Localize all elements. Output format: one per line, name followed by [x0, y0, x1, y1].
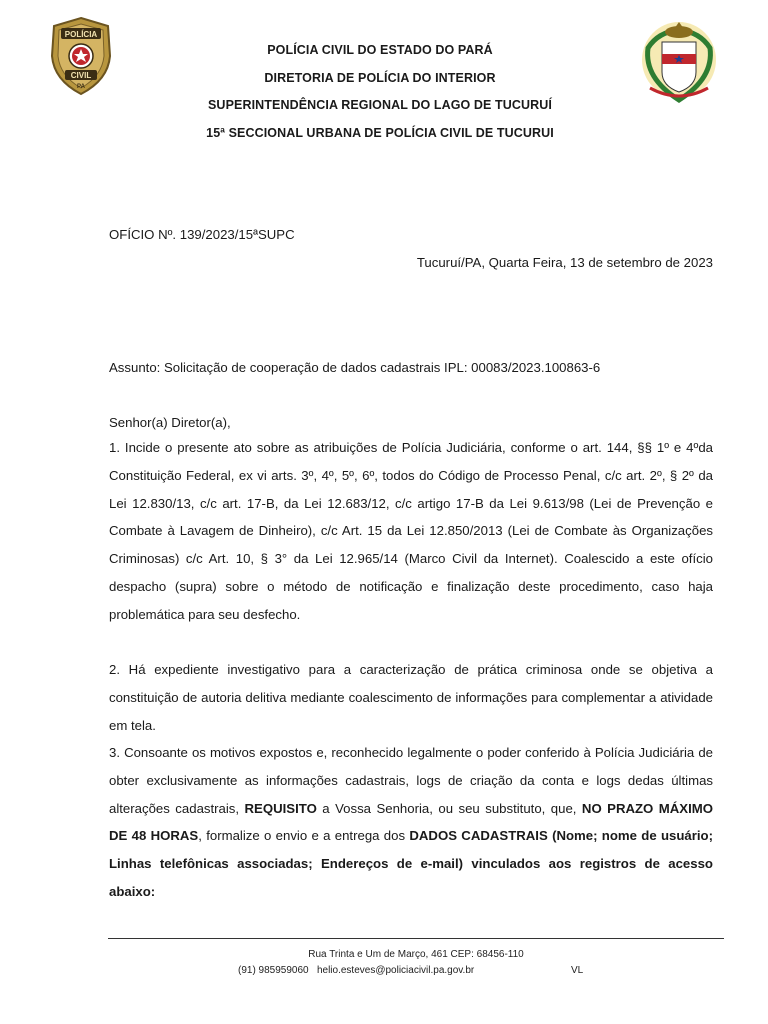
place-date: Tucuruí/PA, Quarta Feira, 13 de setembro de 2023: [416, 255, 713, 270]
state-coat-of-arms-icon: [640, 18, 718, 104]
paragraph-2: 2. Há expediente investigativo para a caracterização de prática criminosa onde se objetiva a constituição de autoria delitiva mediante coalescimento de informações para complementar a atividade em tela.: [109, 662, 713, 733]
footer-address: Rua Trinta e Um de Março, 461 CEP: 68456-110: [308, 949, 524, 960]
oficio-number: OFÍCIO Nº. 139/2023/15ªSUPC: [109, 227, 295, 242]
police-badge-icon: [48, 16, 114, 96]
badge-top-text: POLÍCIA: [64, 30, 98, 39]
p3-text-a: 3. Consoante os motivos expostos e, reconhecido legalmente o poder conferido à Polícia Judiciária de obter exclusivamente as informações cadastrais, logs de criação da conta e logs dedas últimas alterações cadastrais,: [109, 745, 713, 816]
salutation: Senhor(a) Diretor(a),: [109, 415, 231, 430]
p3-text-e: , formalize o envio e a entrega dos: [198, 828, 410, 844]
subject-line: Assunto: Solicitação de cooperação de dados cadastrais IPL: 00083/2023.100863-6: [109, 360, 601, 375]
footer-initials: VL: [571, 965, 584, 976]
footer-contact: (91) 985959060 helio.esteves@policiacivil.pa.gov.br: [238, 965, 475, 976]
header-line-2: DIRETORIA DE POLÍCIA DO INTERIOR: [264, 71, 496, 85]
p3-requisito: REQUISITO: [244, 800, 317, 816]
paragraph-1: 1. Incide o presente ato sobre as atribuições de Polícia Judiciária, conforme o art. 144, §§ 1º e 4ºda Constituição Federal, ex vi arts. 3º, 4º, 5º, 6º, todos do Código de Processo Penal, c/c art. 2º, § 2º da Lei 12.830/13, c/c art. 17-B, da Lei 12.683/12, c/c artigo 17-B da Lei 9.613/98 (Lei de Prevenção e Combate à Lavagem de Dinheiro), c/c Art. 15 da Lei 12.850/2013 (Lei de Combate às Organizações Criminosas) c/c Art. 10, § 3° da Lei 12.965/14 (Marco Civil da Internet). Coalescido a este ofício despacho (supra) sobre o método de notificação e finalização deste procedimento, caso haja problemática para seu desfecho.: [109, 440, 713, 622]
p3-deadline: NO PRAZO MÁXIMO DE 48 HORAS: [109, 800, 713, 844]
footer-divider: [108, 938, 724, 939]
paragraph-3: [109, 739, 713, 906]
badge-bottom-text: CIVIL: [70, 71, 92, 80]
header-line-3: SUPERINTENDÊNCIA REGIONAL DO LAGO DE TUCURUÍ: [208, 98, 552, 112]
header-line-4: 15ª SECCIONAL URBANA DE POLÍCIA CIVIL DE TUCURUI: [206, 126, 554, 140]
p3-requested-data: DADOS CADASTRAIS (Nome; nome de usuário; Linhas telefônicas associadas; Endereços de e-mail) vinculados aos registros de acesso abaixo:: [109, 828, 713, 899]
header-line-1: POLÍCIA CIVIL DO ESTADO DO PARÁ: [267, 43, 493, 57]
p3-text-c: a Vossa Senhoria, ou seu substituto, que,: [316, 800, 582, 816]
badge-state-text: PA: [77, 84, 85, 90]
